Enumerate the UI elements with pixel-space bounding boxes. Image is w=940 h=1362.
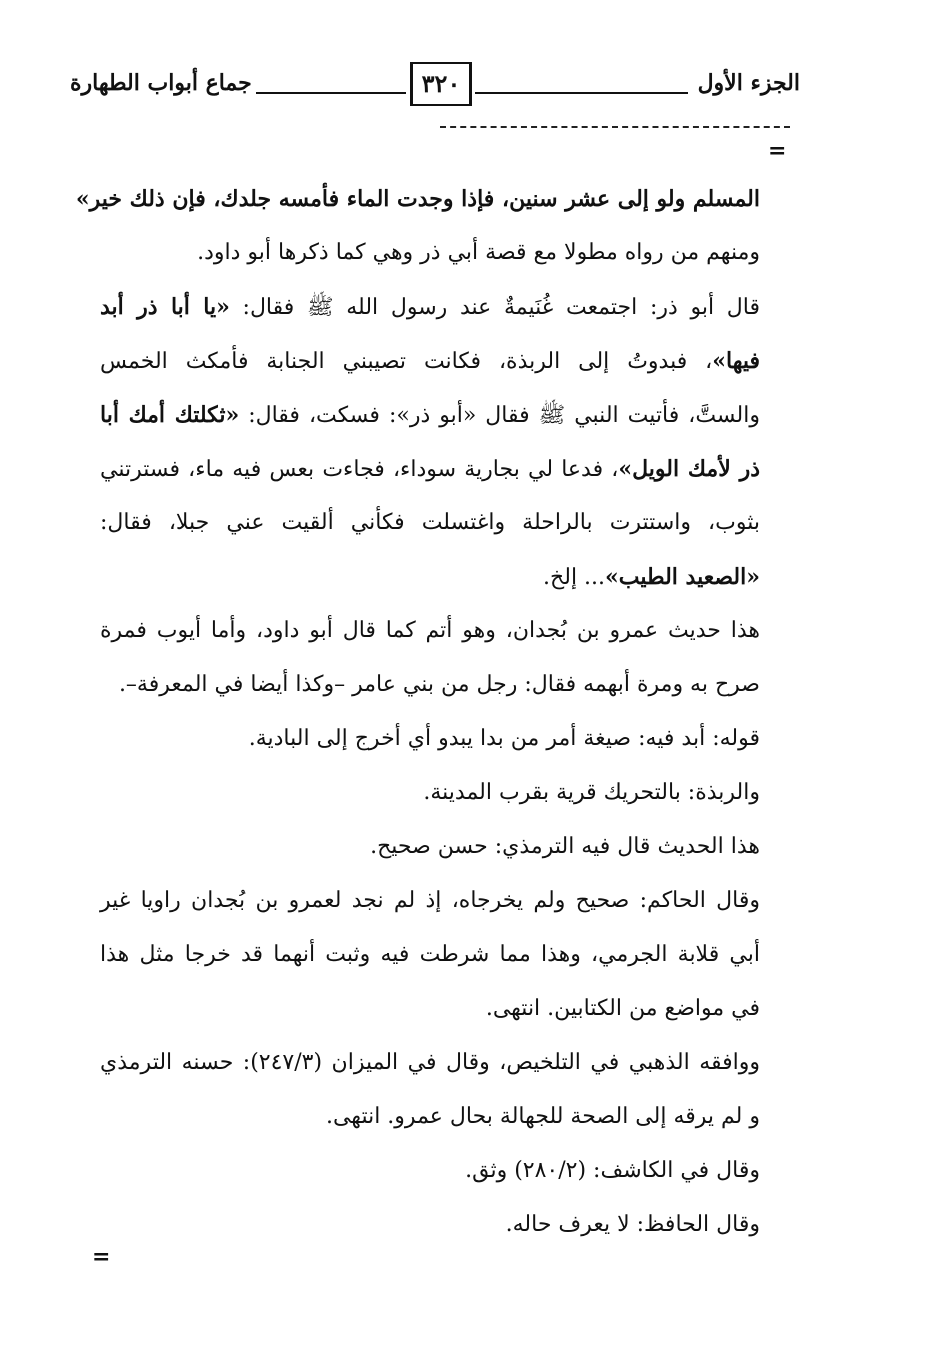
continuation-mark-bottom: = <box>92 1244 109 1270</box>
page-header <box>70 62 800 118</box>
text-line <box>100 388 760 442</box>
text-segment: صرح به ومرة أبهمه فقال: رجل من بني عامر –وكذا أيضا في المعرفة–. <box>118 672 760 697</box>
text-segment: ومنهم من رواه مطولا مع قصة أبي ذر وهي كما ذكرها أبو داود. <box>197 240 760 265</box>
text-segment: قوله: أبد فيه: صيغة أمر من بدا يبدو أي أخرج إلى البادية. <box>248 726 760 751</box>
text-line <box>100 712 760 766</box>
hadith-quote: المسلم ولو إلى عشر سنين، فإذا وجدت الماء فأمسه جلدك، فإن ذلك خير» <box>75 186 760 212</box>
text-line <box>100 226 760 280</box>
text-line <box>100 658 760 712</box>
text-line <box>100 496 760 550</box>
text-segment: و لم يرقه إلى الصحة للجهالة بحال عمرو. انتهى. <box>325 1104 760 1129</box>
text-line <box>100 1144 760 1198</box>
text-segment: وقال الحافظ: لا يعرف حاله. <box>505 1212 760 1237</box>
text-line <box>100 766 760 820</box>
text-segment: أبي قلابة الجرمي، وهذا مما شرطت فيه وثبت أنهما قد خرجا مثل هذا <box>100 942 760 967</box>
text-line <box>100 928 760 982</box>
text-line <box>100 982 760 1036</box>
text-line <box>100 550 760 604</box>
hadith-quote: ذر لأمك الويل» <box>618 456 760 482</box>
text-line <box>100 820 760 874</box>
text-line <box>100 874 760 928</box>
text-segment: وقال في الكاشف: (٢٨٠/٢) وثق. <box>465 1158 760 1183</box>
continuation-mark-top: = <box>768 138 785 164</box>
text-line <box>100 442 760 496</box>
text-segment: في مواضع من الكتابين. انتهى. <box>485 996 760 1021</box>
volume-label: الجزء الأول <box>697 70 800 96</box>
text-line <box>100 1036 760 1090</box>
text-segment: ووافقه الذهبي في التلخيص، وقال في الميزان (٢٤٧/٣): حسنه الترمذي <box>100 1050 760 1075</box>
text-line <box>75 172 760 226</box>
text-segment: وقال الحاكم: صحيح ولم يخرجاه، إذ لم نجد لعمرو بن بُجدان راويا غير <box>100 888 760 913</box>
text-line <box>100 604 760 658</box>
hadith-quote: «الصعيد الطيب» <box>605 564 760 590</box>
text-segment: والربذة: بالتحريك قرية بقرب المدينة. <box>423 780 760 805</box>
text-segment: ، فبدوتُ إلى الربذة، فكانت تصيبني الجنابة فأمكث الخمس <box>100 349 713 374</box>
text-segment: بثوب، واستترت بالراحلة واغتسلت فكأني ألقيت عني جبلا، فقال: <box>100 510 760 535</box>
text-segment: والستَّ، فأتيت النبي ﷺ فقال «أبو ذر»: فسكت، فقال: <box>239 403 760 428</box>
header-dashed-rule <box>440 126 790 128</box>
text-segment: ... إلخ. <box>543 565 606 590</box>
hadith-quote: «ثكلتك أمك أبا <box>100 402 240 428</box>
header-rule-right <box>475 92 688 94</box>
text-segment: قال أبو ذر: اجتمعت غُنَيمةٌ عند رسول الله ﷺ فقال: <box>229 295 760 320</box>
text-line <box>100 1090 760 1144</box>
text-line <box>100 280 760 334</box>
text-segment: ، فدعا لي بجارية سوداء، فجاءت بعس فيه ماء، فسترتني <box>100 457 619 482</box>
text-line <box>100 334 760 388</box>
header-rule-left <box>256 92 406 94</box>
body-text <box>75 172 760 1252</box>
hadith-quote: فيها» <box>712 348 760 374</box>
text-line <box>100 1198 760 1252</box>
page-number: ٣٢٠ <box>410 62 472 106</box>
hadith-quote: «يا أبا ذر أبد <box>100 294 230 320</box>
text-segment: هذا حديث عمرو بن بُجدان، وهو أتم كما قال أبو داود، وأما أيوب فمرة <box>100 618 760 643</box>
text-segment: هذا الحديث قال فيه الترمذي: حسن صحيح. <box>370 834 760 859</box>
chapter-title: جماع أبواب الطهارة <box>70 70 252 96</box>
